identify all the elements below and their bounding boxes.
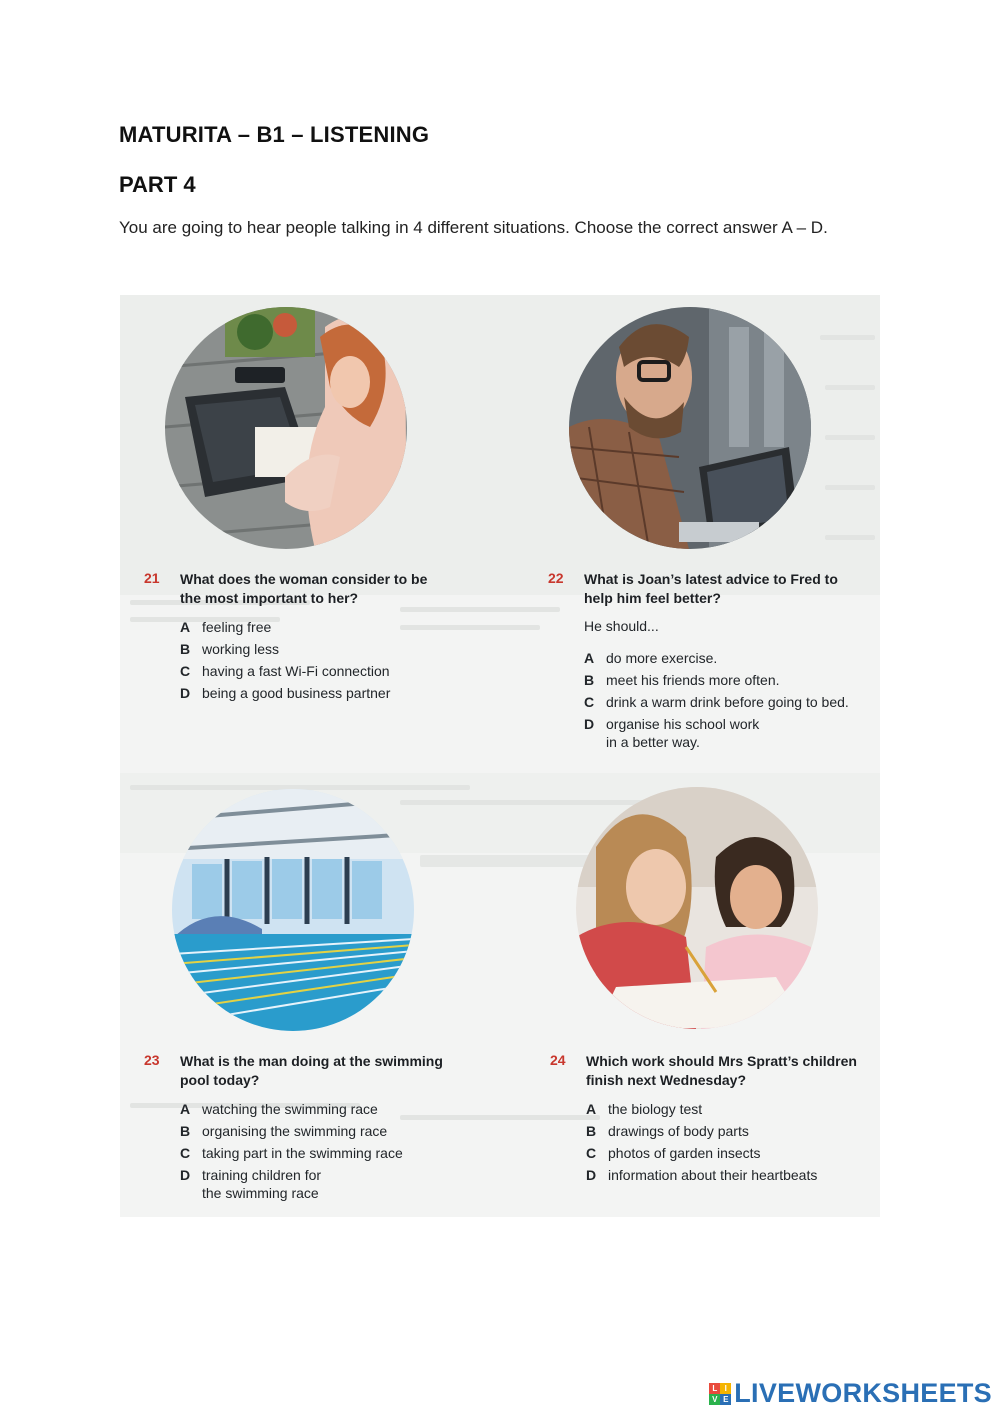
liveworksheets-brand[interactable] [709,1378,992,1409]
option-d[interactable]: D organise his school work in a better way. [584,716,760,750]
question-number: 21 [144,570,160,586]
question-23 [144,1052,484,1212]
question-number: 23 [144,1052,160,1068]
part-heading: PART 4 [119,172,196,197]
option-d[interactable]: D training children for the swimming race [180,1167,322,1201]
question-number: 22 [548,570,564,586]
textbook-scan [120,295,880,1217]
option-a[interactable]: A watching the swimming race [180,1101,378,1117]
option-c[interactable]: C photos of garden insects [586,1145,761,1161]
question-22 [548,570,878,760]
option-c[interactable]: C taking part in the swimming race [180,1145,403,1161]
brand-name: LIVEWORKSHEETS [734,1378,992,1408]
option-a[interactable]: A do more exercise. [584,650,718,666]
option-b[interactable]: B working less [180,641,280,657]
question-text: Which work should Mrs Spratt’s children finish next Wednesday? [586,1053,857,1088]
option-a[interactable]: A feeling free [180,619,272,635]
question-subtext: He should... [584,618,659,634]
photo-girls-studying [576,787,818,1029]
photo-swimming-pool [172,789,414,1031]
option-b[interactable]: B drawings of body parts [586,1123,749,1139]
option-b[interactable]: B meet his friends more often. [584,672,780,688]
option-d[interactable]: D information about their heartbeats [586,1167,818,1183]
photo-man-laptop [569,307,811,549]
option-c[interactable]: C having a fast Wi-Fi connection [180,663,390,679]
liveworksheets-logo-icon: L I V E [709,1383,731,1405]
option-a[interactable]: A the biology test [586,1101,703,1117]
option-b[interactable]: B organising the swimming race [180,1123,388,1139]
question-text: What does the woman consider to be the most important to her? [180,571,428,606]
question-24 [550,1052,878,1192]
question-text: What is the man doing at the swimming pool today? [180,1053,443,1088]
question-21 [144,570,484,710]
instruction-text: You are going to hear people talking in 4 different situations. Choose the correct answer A – D. [119,218,828,237]
question-text: What is Joan’s latest advice to Fred to help him feel better? [584,571,838,606]
photo-woman-laptop [165,307,407,549]
option-c[interactable]: C drink a warm drink before going to bed. [584,694,849,710]
option-d[interactable]: D being a good business partner [180,685,391,701]
question-number: 24 [550,1052,566,1068]
worksheet-title: MATURITA – B1 – LISTENING [119,122,430,147]
